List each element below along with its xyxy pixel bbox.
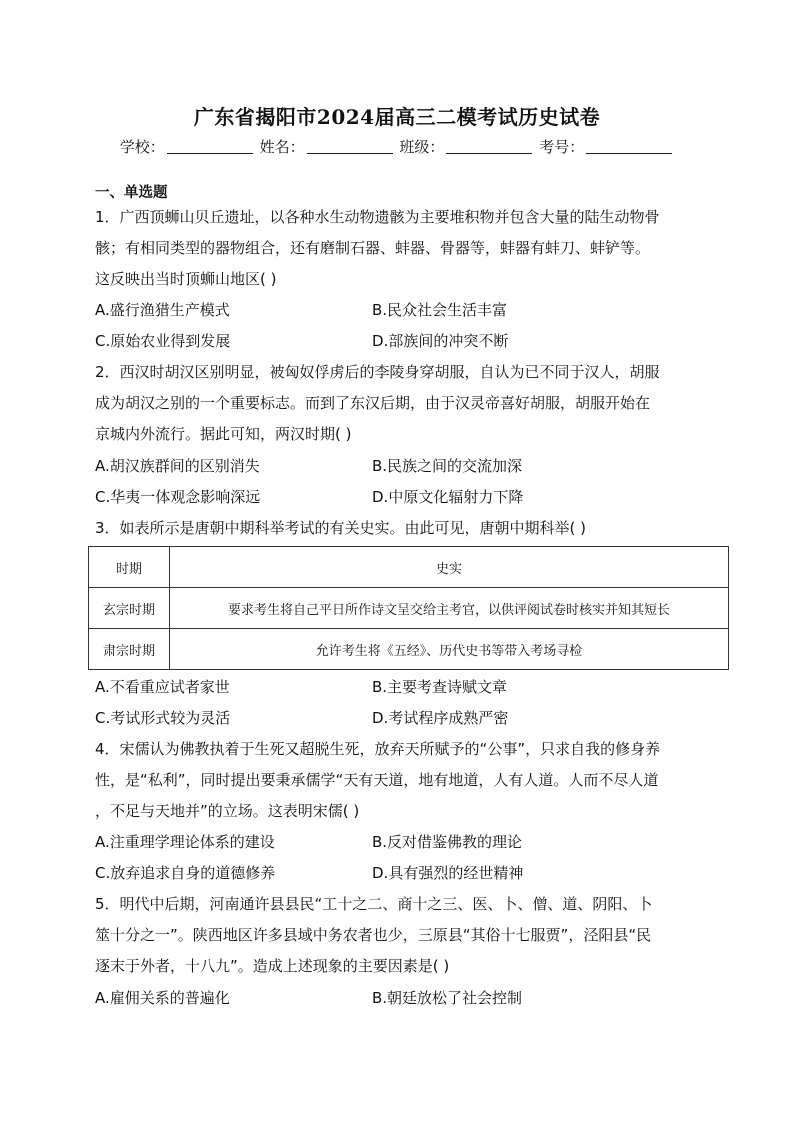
student-info-row [0, 136, 794, 157]
question-1-option-c[interactable]: C.原始农业得到发展 [95, 332, 231, 350]
question-4-line: 性，是“私利”，同时提出要秉承儒学“天有天道，地有地道，人有人道。人而不尽人道 [95, 771, 659, 789]
question-5-line: 逐末于外者，十八九”。造成上述现象的主要因素是( ) [95, 957, 450, 975]
question-3-option-a[interactable]: A.不看重应试者家世 [95, 678, 230, 696]
exam-title: 广东省揭阳市2024届高三二模考试历史试卷 [193, 105, 601, 129]
question-4-option-b[interactable]: B.反对借鉴佛教的理论 [372, 833, 523, 851]
question-3-line: 3．如表所示是唐朝中期科举考试的有关史实。由此可见，唐朝中期科举( ) [95, 519, 587, 537]
name-label: 姓名： [259, 138, 305, 156]
question-3-option-c[interactable]: C.考试形式较为灵活 [95, 709, 231, 727]
table-cell: 允许考生将《五经》、历代史书等带入考场寻检 [170, 629, 729, 670]
question-5-option-a[interactable]: A.雇佣关系的普遍化 [95, 989, 230, 1007]
question-1-option-a[interactable]: A.盛行渔猎生产模式 [95, 301, 230, 319]
question-1-line: 这反映出当时顶蛳山地区( ) [95, 270, 277, 288]
table-row [89, 629, 729, 670]
name-blank[interactable] [307, 139, 393, 154]
question-1-line: 1．广西顶蛳山贝丘遗址，以各种水生动物遗骸为主要堆积物并包含大量的陆生动物骨 [95, 208, 660, 226]
class-label: 班级： [399, 138, 445, 156]
question-5-line: 筮十分之一”。陕西地区许多县域中务农者也少，三原县“其俗十七服贾”，泾阳县“民 [95, 926, 652, 944]
table-cell: 要求考生将自己平日所作诗文呈交给主考官，以供评阅试卷时核实并知其短长 [170, 588, 729, 629]
table-header-row [89, 547, 729, 588]
exam-number-blank[interactable] [586, 139, 672, 154]
section-title: 一、单选题 [95, 185, 168, 201]
table-cell: 肃宗时期 [89, 629, 170, 670]
question-1-line: 骸；有相同类型的器物组合，还有磨制石器、蚌器、骨器等，蚌器有蚌刀、蚌铲等。 [95, 239, 651, 257]
question-4-option-d[interactable]: D.具有强烈的经世精神 [372, 864, 524, 882]
question-4-line: 4．宋儒认为佛教执着于生死又超脱生死，放弃天所赋予的“公事”，只求自我的修身养 [95, 740, 661, 758]
table-row [89, 588, 729, 629]
exam-number-label: 考号： [539, 138, 585, 156]
question-4-line: ，不足与天地并”的立场。这表明宋儒( ) [95, 802, 360, 820]
table-header-cell: 时期 [89, 547, 170, 588]
question-2-option-b[interactable]: B.民族之间的交流加深 [372, 457, 523, 475]
question-2-option-d[interactable]: D.中原文化辐射力下降 [372, 488, 524, 506]
question-4-option-c[interactable]: C.放弃追求自身的道德修养 [95, 864, 276, 882]
question-2-option-a[interactable]: A.胡汉族群间的区别消失 [95, 457, 260, 475]
school-blank[interactable] [167, 139, 253, 154]
question-5-line: 5．明代中后期，河南通许县县民“工十之二、商十之三、医、卜、僧、道、阴阳、卜 [95, 895, 653, 913]
history-table [88, 546, 729, 670]
question-2-line: 2．西汉时胡汉区别明显，被匈奴俘虏后的李陵身穿胡服，自认为已不同于汉人，胡服 [95, 363, 660, 381]
question-5-option-b[interactable]: B.朝廷放松了社会控制 [372, 989, 523, 1007]
question-2-line: 京城内外流行。据此可知，两汉时期( ) [95, 425, 352, 443]
question-4-option-a[interactable]: A.注重理学理论体系的建设 [95, 833, 275, 851]
question-2-line: 成为胡汉之别的一个重要标志。而到了东汉后期，由于汉灵帝喜好胡服，胡服开始在 [95, 394, 651, 412]
table-header-cell: 史实 [170, 547, 729, 588]
class-blank[interactable] [446, 139, 532, 154]
question-3-option-d[interactable]: D.考试程序成熟严密 [372, 709, 509, 727]
school-label: 学校： [119, 138, 165, 156]
question-3-option-b[interactable]: B.主要考查诗赋文章 [372, 678, 508, 696]
table-cell: 玄宗时期 [89, 588, 170, 629]
question-1-option-b[interactable]: B.民众社会生活丰富 [372, 301, 508, 319]
question-1-option-d[interactable]: D.部族间的冲突不断 [372, 332, 509, 350]
question-2-option-c[interactable]: C.华夷一体观念影响深远 [95, 488, 261, 506]
